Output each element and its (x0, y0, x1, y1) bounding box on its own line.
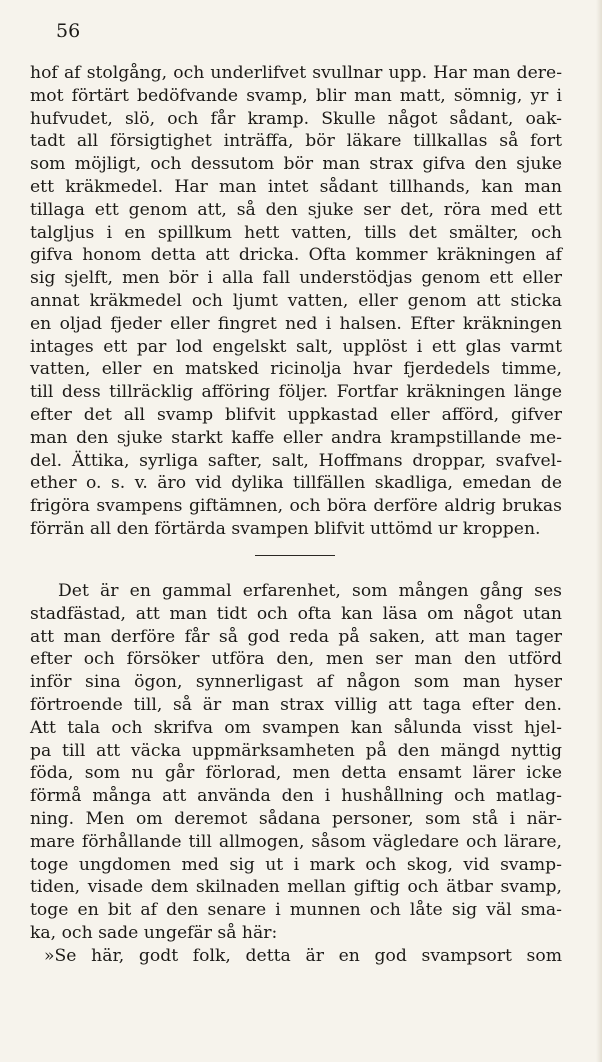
text-line: vatten, eller en matsked ricinolja hvar fjerdedels timme, (30, 359, 562, 380)
text-line: ning. Men om deremot sådana personer, som stå i när- (30, 808, 562, 829)
text-line: till dess tillräcklig afföring följer. Fortfar kräkningen länge (30, 382, 562, 403)
text-line: att man derföre får så god reda på saken, att man tager (30, 626, 562, 647)
text-line: toge ungdomen med sig ut i mark och skog, vid svamp- (30, 854, 562, 875)
text-line: del. Ättika, syrliga safter, salt, Hoffmans droppar, svafvel- (30, 450, 562, 471)
text-line: toge en bit af den senare i munnen och låte sig väl sma- (30, 900, 562, 921)
text-line: mot förtärt bedöfvande svamp, blir man matt, sömnig, yr i (30, 85, 562, 106)
text-line: »Se här, godt folk, detta är en god svampsort som (44, 945, 562, 966)
text-line: Det är en gammal erfarenhet, som mången gång ses (58, 581, 562, 601)
text-line: hufvudet, slö, och får kramp. Skulle något sådant, oak- (30, 108, 562, 129)
paragraph-2 (30, 580, 562, 968)
text-line: förtroende till, så är man strax villig att taga efter den. (30, 694, 562, 715)
text-line: efter det all svamp blifvit uppkastad eller afförd, gifver (30, 404, 562, 425)
text-line: frigöra svampens giftämnen, och böra derföre aldrig brukas (30, 496, 562, 517)
text-line: Att tala och skrifva om svampen kan sålunda visst hjel- (30, 717, 562, 738)
text-line: sig sjelft, men bör i alla fall understödjas genom ett eller (30, 268, 562, 289)
text-line: ka, och sade ungefär så här: (30, 922, 278, 943)
text-line: mare förhållande till allmogen, såsom vägledare och lärare, (30, 831, 562, 852)
text-line: som möjligt, och dessutom bör man strax gifva den sjuke (30, 154, 562, 175)
text-line: tadt all försigtighet inträffa, bör läkare tillkallas så fort (30, 131, 562, 152)
text-line: hof af stolgång, och underlifvet svullnar upp. Har man dere- (30, 63, 562, 83)
text-line: stadfästad, att man tidt och ofta kan läsa om något utan (30, 603, 562, 624)
text-line: man den sjuke starkt kaffe eller andra krampstillande me- (30, 427, 562, 448)
text-line: gifva honom detta att dricka. Ofta kommer kräkningen af (30, 245, 562, 266)
page-number: 56 (56, 20, 81, 42)
text-line: inför sina ögon, synnerligast af någon som man hyser (30, 672, 562, 693)
text-line: efter och försöker utföra den, men ser man den utförd (30, 649, 562, 670)
text-line: föda, som nu går förlorad, men detta ensamt lärer icke (30, 763, 562, 784)
text-line: annat kräkmedel och ljumt vatten, eller genom att sticka (30, 290, 562, 311)
text-line: ett kräkmedel. Har man intet sådant tillhands, kan man (30, 176, 562, 197)
page-edge (596, 0, 602, 1062)
text-line: en oljad fjeder eller fingret ned i halsen. Efter kräkningen (30, 313, 562, 334)
section-divider (255, 555, 335, 556)
text-line: talgljus i en spillkum hett vatten, tills det smälter, och (30, 222, 562, 243)
paragraph-1 (30, 62, 562, 541)
text-line: tiden, visade dem skilnaden mellan giftig och ätbar svamp, (30, 877, 562, 898)
text-line: intages ett par lod engelskt salt, upplöst i ett glas varmt (30, 336, 562, 357)
text-line: förmå många att använda den i hushållning och matlag- (30, 786, 562, 807)
text-line: tillaga ett genom att, så den sjuke ser det, röra med ett (30, 199, 562, 220)
text-line: pa till att väcka uppmärksamheten på den mängd nyttig (30, 740, 562, 761)
text-line: ether o. s. v. äro vid dylika tillfällen skadliga, emedan de (30, 473, 562, 494)
text-line: förrän all den förtärda svampen blifvit uttömd ur kroppen. (30, 518, 541, 539)
